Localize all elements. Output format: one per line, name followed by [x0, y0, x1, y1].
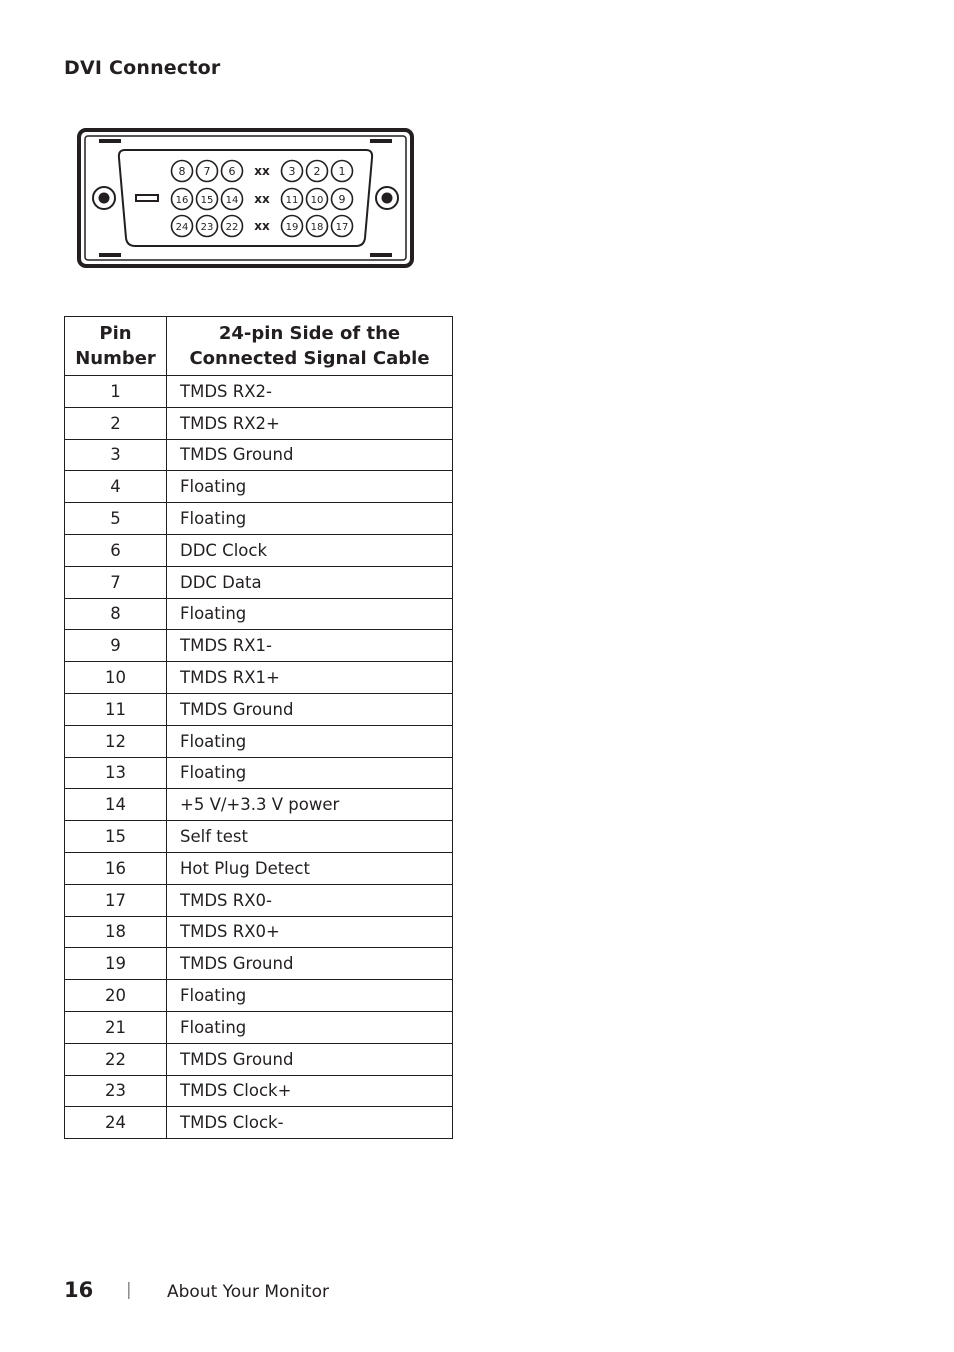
connector-pin-label: 9	[338, 193, 346, 206]
dvi-connector-diagram	[77, 128, 414, 268]
table-row	[65, 376, 453, 408]
pin-number-cell: 23	[65, 1075, 167, 1107]
signal-cell: TMDS Ground	[167, 948, 453, 980]
connector-pin-label: 1	[338, 165, 346, 178]
connector-pin-label: 24	[175, 222, 189, 233]
pin-number-cell: 3	[65, 439, 167, 471]
connector-pin-label: 11	[285, 195, 299, 206]
signal-cell: TMDS RX0-	[167, 884, 453, 916]
connector-pin	[222, 161, 243, 182]
connector-pin-label: 23	[200, 222, 214, 233]
table-row	[65, 725, 453, 757]
pin-number-cell: 5	[65, 503, 167, 535]
table-row	[65, 916, 453, 948]
table-row	[65, 1043, 453, 1075]
pin-number-cell: 20	[65, 980, 167, 1012]
bottom-left-tab	[99, 253, 121, 257]
pin-number-cell: 4	[65, 471, 167, 503]
connector-pin	[332, 189, 353, 210]
pin-number-cell: 16	[65, 852, 167, 884]
header-pin-number	[65, 317, 167, 376]
pin-number-cell: 12	[65, 725, 167, 757]
right-screw-icon	[376, 187, 398, 209]
table-row	[65, 980, 453, 1012]
pin-number-cell: 24	[65, 1107, 167, 1139]
pin-number-cell: 17	[65, 884, 167, 916]
connector-pin	[332, 161, 353, 182]
connector-empty-mark: xx	[254, 192, 270, 206]
table-row	[65, 821, 453, 853]
pin-assignment-table	[64, 316, 453, 1139]
analog-blade	[136, 195, 158, 201]
header-pin-line1: Pin	[99, 323, 132, 344]
connector-pin	[197, 161, 218, 182]
table-row	[65, 598, 453, 630]
connector-pin-label: 8	[178, 165, 186, 178]
pin-number-cell: 14	[65, 789, 167, 821]
table-header-row	[65, 317, 453, 376]
table-row	[65, 662, 453, 694]
connector-pin	[222, 216, 243, 237]
signal-cell: TMDS RX1+	[167, 662, 453, 694]
connector-pin-label: 14	[225, 195, 239, 206]
top-right-tab	[370, 139, 392, 143]
signal-cell: Floating	[167, 725, 453, 757]
header-signal	[167, 317, 453, 376]
table-row	[65, 757, 453, 789]
connector-pin	[197, 216, 218, 237]
pin-number-cell: 15	[65, 821, 167, 853]
pin-grid	[172, 161, 353, 237]
table-row	[65, 1107, 453, 1139]
connector-pin	[172, 161, 193, 182]
signal-cell: TMDS RX1-	[167, 630, 453, 662]
table-row	[65, 439, 453, 471]
pin-number-cell: 13	[65, 757, 167, 789]
connector-pin	[282, 189, 303, 210]
connector-pin	[332, 216, 353, 237]
signal-cell: TMDS Ground	[167, 1043, 453, 1075]
footer-separator: |	[126, 1280, 132, 1300]
signal-cell: +5 V/+3.3 V power	[167, 789, 453, 821]
signal-cell: Floating	[167, 598, 453, 630]
signal-cell: TMDS Clock+	[167, 1075, 453, 1107]
signal-cell: TMDS RX0+	[167, 916, 453, 948]
connector-pin-label: 22	[225, 222, 239, 233]
signal-cell: TMDS Ground	[167, 439, 453, 471]
table-row	[65, 789, 453, 821]
connector-pin	[282, 216, 303, 237]
connector-pin-label: 17	[335, 222, 349, 233]
section-title: DVI Connector	[64, 57, 221, 79]
header-signal-line2: Connected Signal Cable	[189, 348, 430, 369]
connector-pin-label: 16	[175, 195, 189, 206]
page-number: 16	[64, 1278, 94, 1302]
pin-number-cell: 18	[65, 916, 167, 948]
connector-pin-label: 3	[288, 165, 296, 178]
connector-pin-label: 18	[310, 222, 324, 233]
pin-number-cell: 11	[65, 693, 167, 725]
table-row	[65, 948, 453, 980]
signal-cell: Floating	[167, 1011, 453, 1043]
header-signal-line1: 24-pin Side of the	[218, 323, 401, 344]
connector-pin	[282, 161, 303, 182]
connector-pin-label: 6	[228, 165, 236, 178]
table-row	[65, 471, 453, 503]
left-screw-icon	[93, 187, 115, 209]
connector-pin	[197, 189, 218, 210]
table-row	[65, 630, 453, 662]
table-row	[65, 566, 453, 598]
signal-cell: TMDS Clock-	[167, 1107, 453, 1139]
table-row	[65, 852, 453, 884]
pin-number-cell: 1	[65, 376, 167, 408]
top-left-tab	[99, 139, 121, 143]
signal-cell: Floating	[167, 471, 453, 503]
bottom-right-tab	[370, 253, 392, 257]
signal-cell: TMDS Ground	[167, 693, 453, 725]
connector-pin	[172, 216, 193, 237]
connector-pin	[172, 189, 193, 210]
signal-cell: DDC Clock	[167, 534, 453, 566]
connector-pin	[307, 161, 328, 182]
table-row	[65, 407, 453, 439]
connector-pin-label: 7	[203, 165, 211, 178]
signal-cell: DDC Data	[167, 566, 453, 598]
header-pin-line2: Number	[75, 348, 156, 369]
connector-pin	[307, 189, 328, 210]
pin-number-cell: 10	[65, 662, 167, 694]
signal-cell: Floating	[167, 757, 453, 789]
pin-number-cell: 6	[65, 534, 167, 566]
chapter-title: About Your Monitor	[167, 1282, 329, 1302]
connector-pin-label: 15	[200, 195, 214, 206]
table-row	[65, 503, 453, 535]
connector-empty-mark: xx	[254, 219, 270, 233]
connector-empty-mark: xx	[254, 164, 270, 178]
table-row	[65, 1011, 453, 1043]
page-footer	[64, 1278, 564, 1308]
pin-number-cell: 2	[65, 407, 167, 439]
connector-pin	[307, 216, 328, 237]
signal-cell: TMDS RX2+	[167, 407, 453, 439]
pin-number-cell: 9	[65, 630, 167, 662]
pin-number-cell: 22	[65, 1043, 167, 1075]
table-row	[65, 884, 453, 916]
connector-pin	[222, 189, 243, 210]
signal-cell: Self test	[167, 821, 453, 853]
connector-pin-label: 10	[310, 195, 324, 206]
signal-cell: Hot Plug Detect	[167, 852, 453, 884]
pin-number-cell: 7	[65, 566, 167, 598]
table-row	[65, 534, 453, 566]
table-row	[65, 693, 453, 725]
signal-cell: Floating	[167, 503, 453, 535]
connector-pin-label: 2	[313, 165, 321, 178]
table-row	[65, 1075, 453, 1107]
pin-number-cell: 21	[65, 1011, 167, 1043]
pin-number-cell: 19	[65, 948, 167, 980]
signal-cell: Floating	[167, 980, 453, 1012]
pin-number-cell: 8	[65, 598, 167, 630]
connector-pin-label: 19	[285, 222, 299, 233]
signal-cell: TMDS RX2-	[167, 376, 453, 408]
